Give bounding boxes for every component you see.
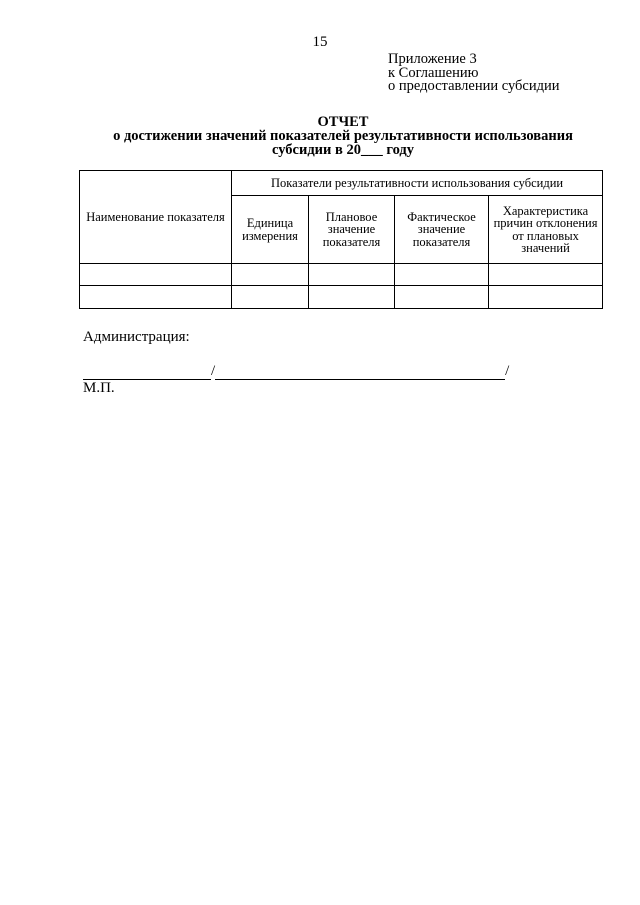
signature-line bbox=[83, 363, 509, 380]
title-line-2: о достижении значений показателей результативности использования bbox=[113, 128, 573, 144]
report-table bbox=[79, 170, 603, 309]
header-unit: Единица измерения bbox=[232, 196, 309, 264]
table-cell[interactable] bbox=[232, 264, 309, 286]
annex-line-1: Приложение 3 bbox=[388, 51, 477, 67]
signature-separator-1: / bbox=[211, 363, 216, 379]
annex-line-3: о предоставлении субсидии bbox=[388, 78, 560, 94]
report-title bbox=[0, 115, 640, 157]
header-actual-value: Фактическое значение показателя bbox=[395, 196, 489, 264]
title-line-3: субсидии в 20___ году bbox=[272, 142, 414, 158]
table-row bbox=[80, 264, 603, 286]
title-line-1: ОТЧЕТ bbox=[317, 114, 369, 130]
table-cell[interactable] bbox=[489, 286, 603, 309]
page-number: 15 bbox=[312, 34, 328, 50]
table-header-row-1 bbox=[80, 171, 603, 196]
header-deviation-reasons: Характеристика причин отклонения от плановых значений bbox=[489, 196, 603, 264]
signature-field[interactable] bbox=[83, 365, 211, 380]
table-cell[interactable] bbox=[309, 286, 395, 309]
table-cell[interactable] bbox=[80, 264, 232, 286]
annex-line-2: к Соглашению bbox=[388, 64, 479, 81]
signature-separator-2: / bbox=[505, 363, 510, 379]
table-cell[interactable] bbox=[395, 286, 489, 309]
table-cell[interactable] bbox=[232, 286, 309, 309]
stamp-label: М.П. bbox=[83, 380, 115, 396]
annex-block bbox=[388, 53, 560, 94]
signatory-name-field[interactable] bbox=[215, 365, 505, 380]
table-cell[interactable] bbox=[80, 286, 232, 309]
table-cell[interactable] bbox=[395, 264, 489, 286]
table-cell[interactable] bbox=[309, 264, 395, 286]
header-indicator-name: Наименование показателя bbox=[80, 171, 232, 264]
administration-label: Администрация: bbox=[83, 329, 190, 345]
header-indicators-group: Показатели результативности использования субсидии bbox=[232, 171, 603, 196]
table-cell[interactable] bbox=[489, 264, 603, 286]
header-planned-value: Плановое значение показателя bbox=[309, 196, 395, 264]
table-row bbox=[80, 286, 603, 309]
